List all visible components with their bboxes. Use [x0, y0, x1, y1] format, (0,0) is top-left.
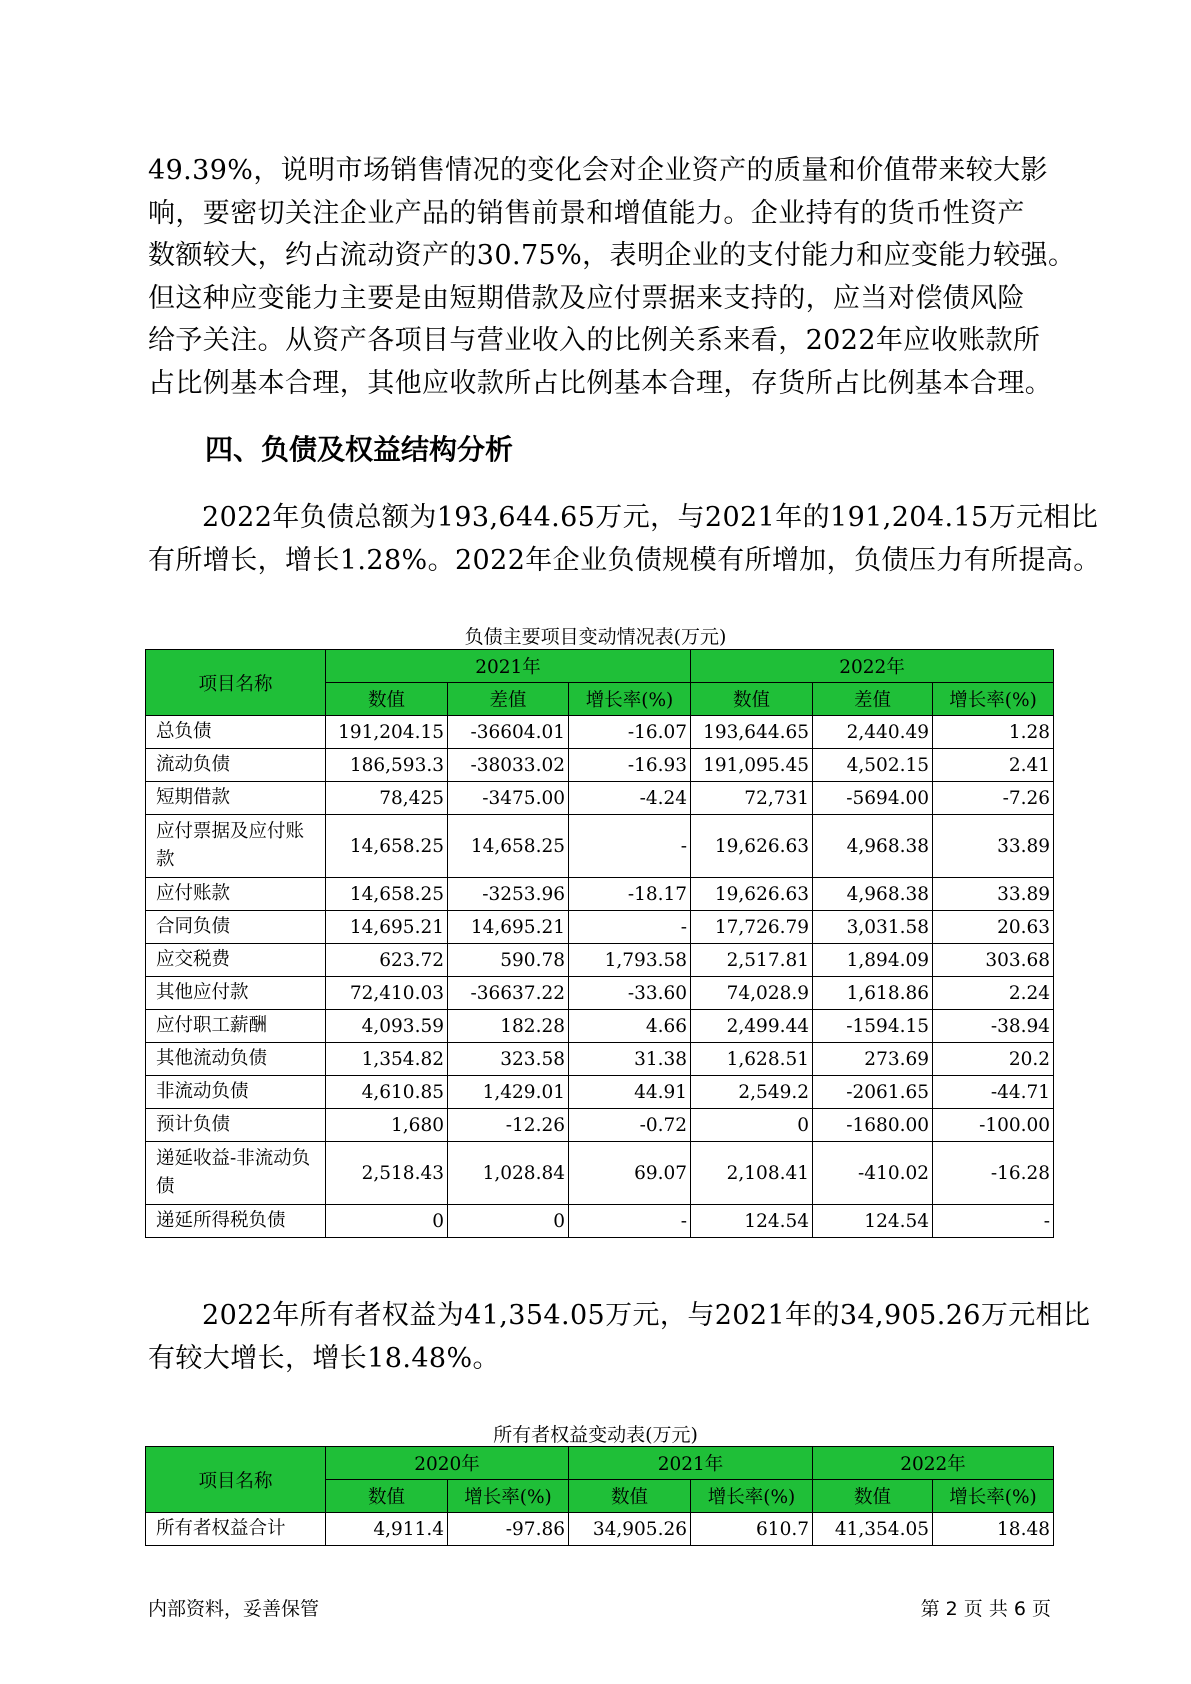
table-cell: -16.07	[569, 716, 691, 749]
table-row	[146, 1010, 1054, 1043]
text-line: 有较大增长，增长18.48%。	[148, 1342, 500, 1374]
table-cell: 0	[448, 1205, 569, 1238]
row-label: 递延所得税负债	[146, 1205, 326, 1238]
value-header: 数值	[326, 1480, 448, 1513]
table-cell: 4,911.4	[326, 1513, 448, 1546]
table-cell: 31.38	[569, 1043, 691, 1076]
table-cell: 1,894.09	[813, 944, 933, 977]
growth-header: 增长率(%)	[569, 683, 691, 716]
table-cell: -16.93	[569, 749, 691, 782]
table-cell: 4,502.15	[813, 749, 933, 782]
table-cell: -16.28	[933, 1142, 1054, 1205]
table-cell: 74,028.9	[691, 977, 813, 1010]
liability-table-body	[146, 716, 1054, 1238]
year-header: 2020年	[326, 1447, 569, 1480]
table-cell: 14,658.25	[448, 815, 569, 878]
table-cell: 14,695.21	[326, 911, 448, 944]
table-row	[146, 1142, 1054, 1205]
value-header: 数值	[691, 683, 813, 716]
table-cell: 20.63	[933, 911, 1054, 944]
item-name-header: 项目名称	[146, 650, 326, 716]
table-cell: 590.78	[448, 944, 569, 977]
value-header: 数值	[813, 1480, 933, 1513]
table-cell: -3475.00	[448, 782, 569, 815]
growth-header: 增长率(%)	[933, 683, 1054, 716]
row-label: 应付账款	[146, 878, 326, 911]
growth-header: 增长率(%)	[933, 1480, 1054, 1513]
table-cell: 33.89	[933, 815, 1054, 878]
table-cell: 1,680	[326, 1109, 448, 1142]
table-cell: 182.28	[448, 1010, 569, 1043]
table-cell: 69.07	[569, 1142, 691, 1205]
table-cell: 1,429.01	[448, 1076, 569, 1109]
table-cell: 4,968.38	[813, 815, 933, 878]
table-cell: 41,354.05	[813, 1513, 933, 1546]
liability-paragraph	[148, 497, 1101, 582]
text-line: 占比例基本合理，其他应收款所占比例基本合理，存货所占比例基本合理。	[148, 367, 1053, 399]
table-cell: 610.7	[691, 1513, 813, 1546]
table-cell: 191,204.15	[326, 716, 448, 749]
table-cell: 1,354.82	[326, 1043, 448, 1076]
table-cell: 303.68	[933, 944, 1054, 977]
table-row	[146, 1109, 1054, 1142]
table-cell: -0.72	[569, 1109, 691, 1142]
table-cell: -36604.01	[448, 716, 569, 749]
table-cell: 193,644.65	[691, 716, 813, 749]
table-row	[146, 815, 1054, 878]
table-cell: 1,793.58	[569, 944, 691, 977]
table-cell: 14,658.25	[326, 815, 448, 878]
header-row-years	[146, 650, 1054, 683]
row-label: 总负债	[146, 716, 326, 749]
text-line: 2022年负债总额为193,644.65万元，与2021年的191,204.15万元相比	[202, 502, 1099, 533]
row-label: 短期借款	[146, 782, 326, 815]
text-line: 49.39%，说明市场销售情况的变化会对企业资产的质量和价值带来较大影	[148, 155, 1048, 186]
row-label: 流动负债	[146, 749, 326, 782]
table-cell: -18.17	[569, 878, 691, 911]
section-heading: 四、负债及权益结构分析	[205, 433, 514, 466]
row-label: 递延收益-非流动负债	[146, 1142, 326, 1205]
row-label: 应付职工薪酬	[146, 1010, 326, 1043]
item-name-header: 项目名称	[146, 1447, 326, 1513]
table-cell: 14,658.25	[326, 878, 448, 911]
table-cell: 1,628.51	[691, 1043, 813, 1076]
table-cell: 623.72	[326, 944, 448, 977]
table-cell: -3253.96	[448, 878, 569, 911]
row-label: 非流动负债	[146, 1076, 326, 1109]
table-cell: -100.00	[933, 1109, 1054, 1142]
row-label: 其他流动负债	[146, 1043, 326, 1076]
table-cell: -	[569, 815, 691, 878]
table-row	[146, 977, 1054, 1010]
table-cell: 1,028.84	[448, 1142, 569, 1205]
table-cell: 4,610.85	[326, 1076, 448, 1109]
table-cell: 2.24	[933, 977, 1054, 1010]
text-line: 数额较大，约占流动资产的30.75%，表明企业的支付能力和应变能力较强。	[148, 240, 1076, 271]
table-cell: 78,425	[326, 782, 448, 815]
table-cell: 2,108.41	[691, 1142, 813, 1205]
footer-confidential-note: 内部资料，妥善保管	[148, 1598, 320, 1620]
table-cell: 33.89	[933, 878, 1054, 911]
row-label: 应交税费	[146, 944, 326, 977]
table-row	[146, 878, 1054, 911]
table-cell: -	[933, 1205, 1054, 1238]
row-label: 应付票据及应付账款	[146, 815, 326, 878]
value-header: 数值	[326, 683, 448, 716]
growth-header: 增长率(%)	[448, 1480, 569, 1513]
table-row	[146, 1043, 1054, 1076]
table-cell: -97.86	[448, 1513, 569, 1546]
equity-paragraph	[148, 1295, 1091, 1380]
table-cell: 4.66	[569, 1010, 691, 1043]
row-label: 预计负债	[146, 1109, 326, 1142]
table-cell: 19,626.63	[691, 878, 813, 911]
table-cell: 2,499.44	[691, 1010, 813, 1043]
row-label: 合同负债	[146, 911, 326, 944]
text-line: 但这种应变能力主要是由短期借款及应付票据来支持的，应当对偿债风险	[148, 282, 1025, 314]
table-cell: 3,031.58	[813, 911, 933, 944]
table-row	[146, 1513, 1054, 1546]
table-cell: 19,626.63	[691, 815, 813, 878]
table-row	[146, 749, 1054, 782]
growth-header: 增长率(%)	[691, 1480, 813, 1513]
table-row	[146, 716, 1054, 749]
table-cell: 2,549.2	[691, 1076, 813, 1109]
table-cell: -7.26	[933, 782, 1054, 815]
row-label: 所有者权益合计	[146, 1513, 326, 1546]
text-line: 2022年所有者权益为41,354.05万元，与2021年的34,905.26万元相比	[202, 1300, 1091, 1331]
equity-table-caption: 所有者权益变动表(万元)	[493, 1424, 698, 1446]
table-row	[146, 1076, 1054, 1109]
table-cell: 2,518.43	[326, 1142, 448, 1205]
table-cell: 323.58	[448, 1043, 569, 1076]
table-cell: -38033.02	[448, 749, 569, 782]
table-cell: -36637.22	[448, 977, 569, 1010]
table-cell: 18.48	[933, 1513, 1054, 1546]
diff-header: 差值	[813, 683, 933, 716]
table-cell: 20.2	[933, 1043, 1054, 1076]
table-cell: 0	[326, 1205, 448, 1238]
table-cell: -1680.00	[813, 1109, 933, 1142]
text-line: 有所增长，增长1.28%。2022年企业负债规模有所增加，负债压力有所提高。	[148, 544, 1101, 576]
intro-paragraph	[148, 150, 1076, 405]
equity-table-body	[146, 1513, 1054, 1546]
table-cell: -44.71	[933, 1076, 1054, 1109]
diff-header: 差值	[448, 683, 569, 716]
text-line: 响，要密切关注企业产品的销售前景和增值能力。企业持有的货币性资产	[148, 197, 1025, 229]
table-row	[146, 1205, 1054, 1238]
table-cell: -5694.00	[813, 782, 933, 815]
table-cell: 0	[691, 1109, 813, 1142]
table-cell: 72,410.03	[326, 977, 448, 1010]
table-row	[146, 911, 1054, 944]
table-cell: -38.94	[933, 1010, 1054, 1043]
table-cell: 17,726.79	[691, 911, 813, 944]
year-header: 2021年	[326, 650, 691, 683]
table-row	[146, 944, 1054, 977]
table-cell: 4,093.59	[326, 1010, 448, 1043]
table-cell: -33.60	[569, 977, 691, 1010]
table-cell: 72,731	[691, 782, 813, 815]
table-cell: -1594.15	[813, 1010, 933, 1043]
table-cell: -	[569, 1205, 691, 1238]
table-cell: 34,905.26	[569, 1513, 691, 1546]
table-cell: 273.69	[813, 1043, 933, 1076]
table-row	[146, 782, 1054, 815]
table-cell: 2,440.49	[813, 716, 933, 749]
footer-page-number: 第 2 页 共 6 页	[920, 1598, 1051, 1620]
liability-table	[145, 649, 1054, 1238]
year-header: 2021年	[569, 1447, 813, 1480]
table-cell: 124.54	[813, 1205, 933, 1238]
table-cell: 1.28	[933, 716, 1054, 749]
table-cell: -410.02	[813, 1142, 933, 1205]
table-cell: 124.54	[691, 1205, 813, 1238]
year-header: 2022年	[691, 650, 1054, 683]
table-cell: -	[569, 911, 691, 944]
table-cell: -2061.65	[813, 1076, 933, 1109]
table-cell: -12.26	[448, 1109, 569, 1142]
table-cell: -4.24	[569, 782, 691, 815]
text-line: 给予关注。从资产各项目与营业收入的比例关系来看，2022年应收账款所	[148, 325, 1041, 356]
table-cell: 14,695.21	[448, 911, 569, 944]
table-cell: 44.91	[569, 1076, 691, 1109]
table-cell: 1,618.86	[813, 977, 933, 1010]
table-cell: 2.41	[933, 749, 1054, 782]
table-cell: 2,517.81	[691, 944, 813, 977]
year-header: 2022年	[813, 1447, 1054, 1480]
liability-table-caption: 负债主要项目变动情况表(万元)	[464, 626, 727, 648]
row-label: 其他应付款	[146, 977, 326, 1010]
table-cell: 186,593.3	[326, 749, 448, 782]
table-cell: 4,968.38	[813, 878, 933, 911]
value-header: 数值	[569, 1480, 691, 1513]
table-cell: 191,095.45	[691, 749, 813, 782]
header-row-years	[146, 1447, 1054, 1480]
equity-table	[145, 1446, 1054, 1546]
